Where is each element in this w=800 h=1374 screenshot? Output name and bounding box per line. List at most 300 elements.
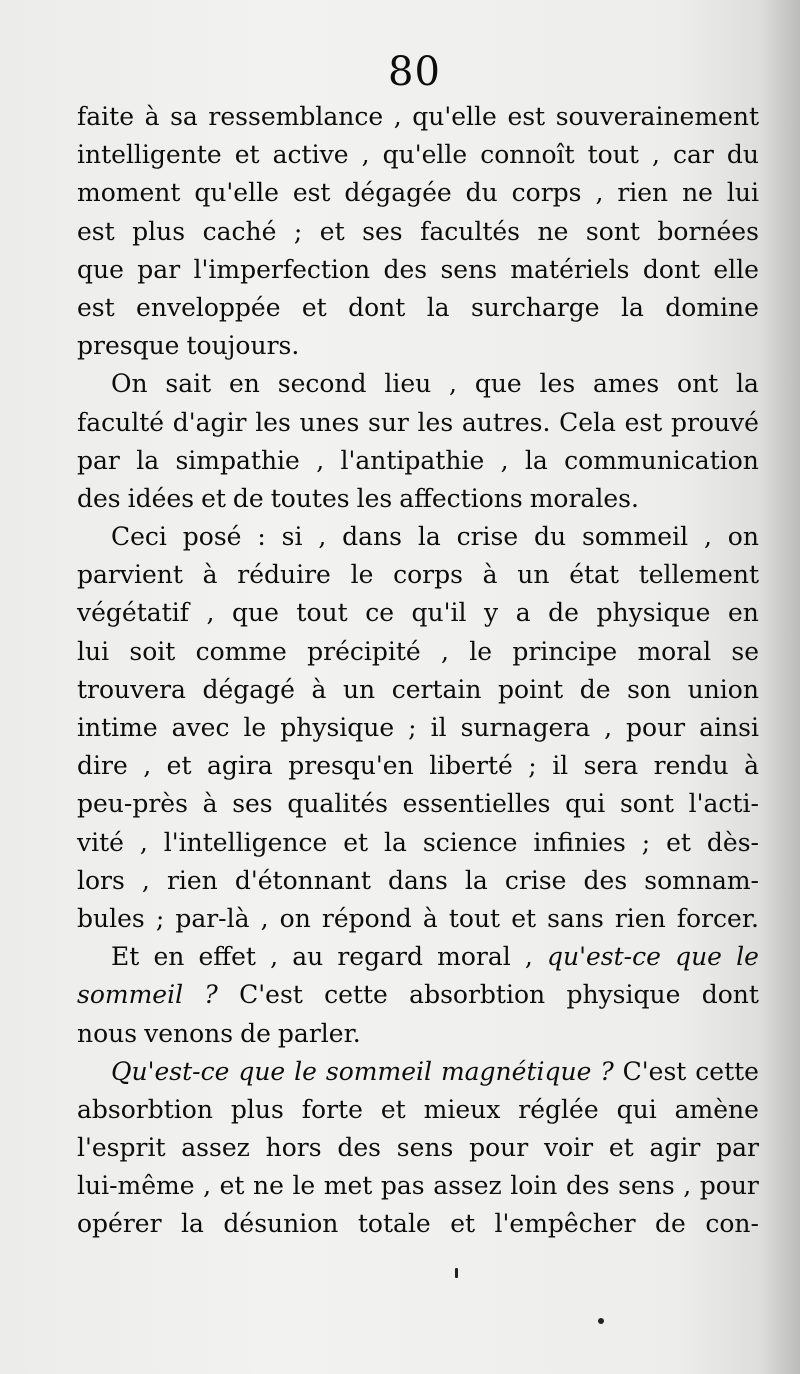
word: les xyxy=(417,407,454,437)
word: sont xyxy=(585,216,640,246)
word: , xyxy=(139,827,148,857)
word: , xyxy=(270,942,279,972)
word: soit xyxy=(129,636,176,666)
word: effet xyxy=(198,942,256,972)
word: forcer. xyxy=(676,903,759,933)
word: le xyxy=(292,1171,316,1201)
word: à xyxy=(482,560,498,590)
word: d'étonnant xyxy=(234,865,371,895)
word: parvient xyxy=(77,560,183,590)
word: assez xyxy=(433,1171,502,1201)
word: d'agir xyxy=(172,407,247,437)
word: , xyxy=(206,598,215,628)
word: faculté xyxy=(77,407,165,437)
word: ; xyxy=(293,216,303,246)
word: rien xyxy=(617,178,669,208)
word: ; xyxy=(528,751,537,781)
word: est xyxy=(507,102,546,131)
word: simpathie xyxy=(175,445,300,475)
italic-word: le xyxy=(736,942,759,972)
word: désunion xyxy=(223,1209,339,1239)
word: absorbtion xyxy=(409,980,546,1010)
word: à xyxy=(422,903,438,933)
word: physique xyxy=(596,598,711,628)
word: du xyxy=(726,140,759,170)
word: et xyxy=(343,827,369,857)
word: au xyxy=(292,942,324,972)
italic-word: sommeil xyxy=(325,1056,432,1086)
text-line xyxy=(77,824,759,862)
word: moral xyxy=(637,636,712,666)
word: totale xyxy=(357,1209,431,1239)
word: qui xyxy=(616,1094,657,1124)
word: qu'elle xyxy=(412,102,497,131)
word: est xyxy=(77,292,115,322)
word: rendu xyxy=(653,751,729,781)
italic-word: que xyxy=(675,942,722,972)
word: prouvé xyxy=(670,407,759,437)
word: intelligente xyxy=(77,140,222,170)
text-line xyxy=(77,518,759,556)
word: par xyxy=(716,1133,759,1163)
text-line xyxy=(77,1015,759,1053)
word: y xyxy=(484,598,499,628)
word: à xyxy=(202,789,218,819)
word: crise xyxy=(504,865,567,895)
word: sur xyxy=(367,407,409,437)
word: est xyxy=(624,407,663,437)
ink-spot xyxy=(598,1318,604,1324)
word: qu'il xyxy=(411,598,467,628)
word: ne xyxy=(252,1171,284,1201)
word: dont xyxy=(348,292,406,322)
word: somnam- xyxy=(644,865,759,895)
word: l'intelligence xyxy=(163,827,328,857)
word: car xyxy=(672,140,714,170)
word: science xyxy=(422,827,518,857)
word: l'antipathie xyxy=(340,445,485,475)
text-line xyxy=(77,556,759,594)
word: loin xyxy=(510,1171,558,1201)
word: sera xyxy=(583,751,639,781)
word: amène xyxy=(674,1094,759,1124)
word: et xyxy=(450,1209,476,1239)
italic-word: qu'est-ce xyxy=(547,942,661,972)
word: , xyxy=(143,751,152,781)
word: sens xyxy=(618,1171,675,1201)
word: regard xyxy=(337,942,423,972)
word: , xyxy=(604,713,613,742)
word: en xyxy=(153,942,185,972)
word: intime xyxy=(77,713,158,742)
word: cette xyxy=(324,980,388,1010)
word: physique xyxy=(280,713,395,742)
word: les xyxy=(356,483,393,513)
word: et xyxy=(166,751,192,781)
word: dans xyxy=(342,522,402,552)
word: on xyxy=(279,903,311,933)
text-line xyxy=(77,633,759,671)
word: l'empêcher xyxy=(494,1209,636,1239)
word: le xyxy=(350,560,374,590)
word: ainsi xyxy=(699,713,759,742)
word: il xyxy=(430,713,447,742)
word: agir xyxy=(649,1133,701,1163)
word: qualités xyxy=(287,789,388,819)
word: précipité xyxy=(307,636,421,666)
word: , xyxy=(393,102,402,131)
word: sa xyxy=(170,102,198,131)
word: toutes xyxy=(270,483,350,513)
word: des xyxy=(77,483,121,513)
word: sans xyxy=(547,903,604,933)
word: plus xyxy=(132,216,186,246)
text-line xyxy=(77,404,759,442)
word: un xyxy=(517,560,550,590)
word: se xyxy=(731,636,759,666)
italic-word: Qu'est-ce xyxy=(111,1056,230,1086)
text-line xyxy=(77,671,759,709)
word: du xyxy=(465,178,498,208)
word: , xyxy=(203,1171,212,1201)
word: de xyxy=(240,1018,271,1048)
word: physique xyxy=(566,980,681,1010)
word: , xyxy=(703,522,712,552)
word: il xyxy=(552,751,569,781)
italic-word: que xyxy=(238,1056,286,1086)
word: dont xyxy=(642,254,701,284)
word: tellement xyxy=(638,560,759,590)
word: posé xyxy=(182,522,242,552)
word: pour xyxy=(469,1133,529,1163)
word: tout xyxy=(587,140,639,170)
word: surcharge xyxy=(470,292,600,322)
word: à xyxy=(311,674,327,704)
word: à xyxy=(202,560,218,590)
word: des xyxy=(337,1133,381,1163)
word: C'est xyxy=(622,1056,687,1086)
word: ; xyxy=(641,827,651,857)
word: Cela xyxy=(559,407,616,437)
word: la xyxy=(620,292,644,322)
word: l'acti- xyxy=(688,789,759,819)
word: comme xyxy=(195,636,287,666)
word: ne xyxy=(537,216,569,246)
word: plus xyxy=(230,1094,284,1124)
word: principe xyxy=(512,636,618,666)
word: bules xyxy=(77,903,145,933)
word: l'esprit xyxy=(77,1133,166,1163)
word: moment xyxy=(77,178,181,208)
word: certain xyxy=(391,674,482,704)
text-line xyxy=(77,442,759,480)
word: cette xyxy=(695,1056,759,1086)
text-line xyxy=(77,213,759,251)
word: est xyxy=(292,178,331,208)
word: facultés xyxy=(420,216,521,246)
word: lui xyxy=(77,636,110,666)
word: ce xyxy=(365,598,394,628)
word: sens xyxy=(396,1133,454,1163)
word: la xyxy=(464,865,488,895)
italic-word: sommeil xyxy=(77,980,184,1010)
word: rien xyxy=(614,903,666,933)
word: réduire xyxy=(237,560,331,590)
word: la xyxy=(417,522,441,552)
text-line xyxy=(77,1091,759,1129)
ink-mark xyxy=(455,1268,458,1278)
text-line xyxy=(77,251,759,289)
word: le xyxy=(243,713,267,742)
text-line xyxy=(77,1205,759,1243)
word: morales. xyxy=(529,483,639,513)
text-line xyxy=(77,174,759,212)
word: infinies xyxy=(533,827,626,857)
word: , xyxy=(141,865,150,895)
word: , xyxy=(524,942,533,972)
word: Et xyxy=(111,942,140,972)
text-line xyxy=(77,1167,759,1205)
word: point xyxy=(498,674,564,704)
word: état xyxy=(569,560,619,590)
word: ; xyxy=(408,713,417,742)
word: réglée xyxy=(518,1094,599,1124)
word: la xyxy=(524,445,548,475)
word: les xyxy=(539,369,576,399)
word: , xyxy=(318,522,327,552)
word: ses xyxy=(362,216,403,246)
word: assez xyxy=(181,1133,250,1163)
word: tout xyxy=(296,598,348,628)
word: surnagera xyxy=(460,713,591,742)
italic-word: le xyxy=(294,1056,317,1086)
word: dès- xyxy=(706,827,759,857)
word: végétatif xyxy=(77,598,189,628)
word: faite xyxy=(77,102,134,131)
text-line xyxy=(77,709,759,747)
text-line xyxy=(77,747,759,785)
word: voir xyxy=(543,1133,594,1163)
word: et xyxy=(319,216,345,246)
word: sait xyxy=(165,369,212,399)
word: à xyxy=(744,751,759,781)
word: qu'elle xyxy=(382,140,468,170)
word: pas xyxy=(380,1171,425,1201)
word: C'est xyxy=(239,980,303,1010)
text-line xyxy=(77,938,759,976)
body-text xyxy=(77,98,759,1244)
word: et xyxy=(201,483,226,513)
word: domine xyxy=(665,292,759,322)
word: met xyxy=(323,1171,373,1201)
word: on xyxy=(727,522,759,552)
text-line xyxy=(77,480,759,518)
text-line xyxy=(77,862,759,900)
text-line xyxy=(77,976,759,1014)
word: peu-près xyxy=(77,789,188,819)
word: , xyxy=(683,1171,692,1201)
text-line xyxy=(77,594,759,632)
word: liberté xyxy=(429,751,513,781)
word: sommeil xyxy=(582,522,689,552)
word: ; xyxy=(155,903,165,933)
word: et xyxy=(511,903,537,933)
text-line xyxy=(77,327,759,365)
word: hors xyxy=(265,1133,322,1163)
word: du xyxy=(534,522,567,552)
text-line xyxy=(77,98,759,136)
page-number: 80 xyxy=(388,49,441,95)
word: dont xyxy=(701,980,759,1010)
word: en xyxy=(727,598,759,628)
word: bornées xyxy=(657,216,759,246)
word: est xyxy=(77,216,115,246)
word: union xyxy=(687,674,759,704)
word: ne xyxy=(682,178,713,208)
word: dégagée xyxy=(344,178,452,208)
word: qui xyxy=(565,789,606,819)
text-line xyxy=(77,365,759,403)
word: les xyxy=(255,407,291,437)
word: sont xyxy=(619,789,674,819)
word: Ceci xyxy=(111,522,167,552)
word: lui xyxy=(726,178,759,208)
text-line xyxy=(77,785,759,823)
word: la xyxy=(136,445,160,475)
word: si xyxy=(281,522,303,552)
word: de xyxy=(548,598,579,628)
word: la xyxy=(384,827,407,857)
word: et xyxy=(301,292,327,322)
word: con- xyxy=(705,1209,759,1239)
word: trouvera xyxy=(77,674,186,704)
word: lors xyxy=(77,865,125,895)
word: que xyxy=(474,369,522,399)
word: corps xyxy=(393,560,463,590)
word: et xyxy=(666,827,691,857)
word: affections xyxy=(399,483,523,513)
word: lui-même xyxy=(77,1171,195,1201)
word: ses xyxy=(232,789,273,819)
word: crise xyxy=(456,522,519,552)
word: , xyxy=(500,445,509,475)
word: que xyxy=(231,598,279,628)
word: dégagé xyxy=(202,674,295,704)
word: des xyxy=(383,254,428,284)
word: la xyxy=(736,369,759,399)
word: rien xyxy=(166,865,218,895)
word: elle xyxy=(713,254,759,284)
word: et xyxy=(380,1094,406,1124)
word: pour xyxy=(699,1171,759,1201)
word: caché xyxy=(202,216,277,246)
word: de xyxy=(579,674,611,704)
italic-word: ? xyxy=(600,1056,614,1086)
word: connoît xyxy=(480,140,575,170)
word: , xyxy=(361,140,370,170)
word: communication xyxy=(564,445,759,475)
word: que xyxy=(77,254,124,284)
text-line xyxy=(77,1053,759,1091)
word: On xyxy=(111,369,148,399)
word: nous xyxy=(77,1018,138,1048)
word: lieu xyxy=(384,369,432,399)
word: l'imperfection xyxy=(193,254,371,284)
text-line xyxy=(77,136,759,174)
word: par xyxy=(137,254,181,284)
word: , xyxy=(449,369,457,399)
word: son xyxy=(627,674,672,704)
word: enveloppée xyxy=(136,292,281,322)
word: absorbtion xyxy=(77,1094,213,1124)
word: par xyxy=(77,445,120,475)
word: dire xyxy=(77,751,128,781)
word: avec xyxy=(171,713,230,742)
word: : xyxy=(257,522,266,552)
word: des xyxy=(565,1171,610,1201)
word: , xyxy=(316,445,325,475)
word: le xyxy=(469,636,493,666)
word: second xyxy=(277,369,367,399)
word: active xyxy=(272,140,349,170)
word: , xyxy=(595,178,604,208)
italic-word: magnétique xyxy=(440,1056,592,1086)
word: un xyxy=(342,674,376,704)
word: à xyxy=(144,102,160,131)
text-line xyxy=(77,289,759,327)
word: parler. xyxy=(277,1018,361,1048)
word: et xyxy=(608,1133,634,1163)
word: souverainement xyxy=(555,102,759,131)
text-line xyxy=(77,900,759,938)
word: , xyxy=(260,903,269,933)
word: toujours. xyxy=(186,331,300,361)
word: pour xyxy=(626,713,686,742)
word: des xyxy=(583,865,628,895)
word: sens xyxy=(440,254,498,284)
word: dans xyxy=(387,865,448,895)
word: la xyxy=(181,1209,204,1239)
word: essentielles xyxy=(402,789,551,819)
word: venons xyxy=(144,1018,234,1048)
word: agira xyxy=(207,751,273,781)
page-edge-shadow xyxy=(760,0,800,1374)
word: et xyxy=(219,1171,245,1201)
word: corps xyxy=(511,178,582,208)
word: qu'elle xyxy=(194,178,279,208)
word: moral xyxy=(437,942,511,972)
word: de xyxy=(655,1209,686,1239)
word: opérer xyxy=(77,1209,162,1239)
word: idées xyxy=(127,483,195,513)
text-line xyxy=(77,1129,759,1167)
word: autres. xyxy=(461,407,551,437)
word: , xyxy=(651,140,660,170)
word: tout xyxy=(448,903,501,933)
word: a xyxy=(515,598,531,628)
word: mieux xyxy=(423,1094,501,1124)
word: ont xyxy=(677,369,719,399)
word: ames xyxy=(592,369,660,399)
word: forte xyxy=(301,1094,363,1124)
word: répond xyxy=(321,903,412,933)
word: presqu'en xyxy=(288,751,414,781)
word: par-là xyxy=(175,903,250,933)
word: unes xyxy=(299,407,360,437)
word: presque xyxy=(77,331,180,361)
italic-word: ? xyxy=(204,980,218,1010)
word: et xyxy=(234,140,260,170)
